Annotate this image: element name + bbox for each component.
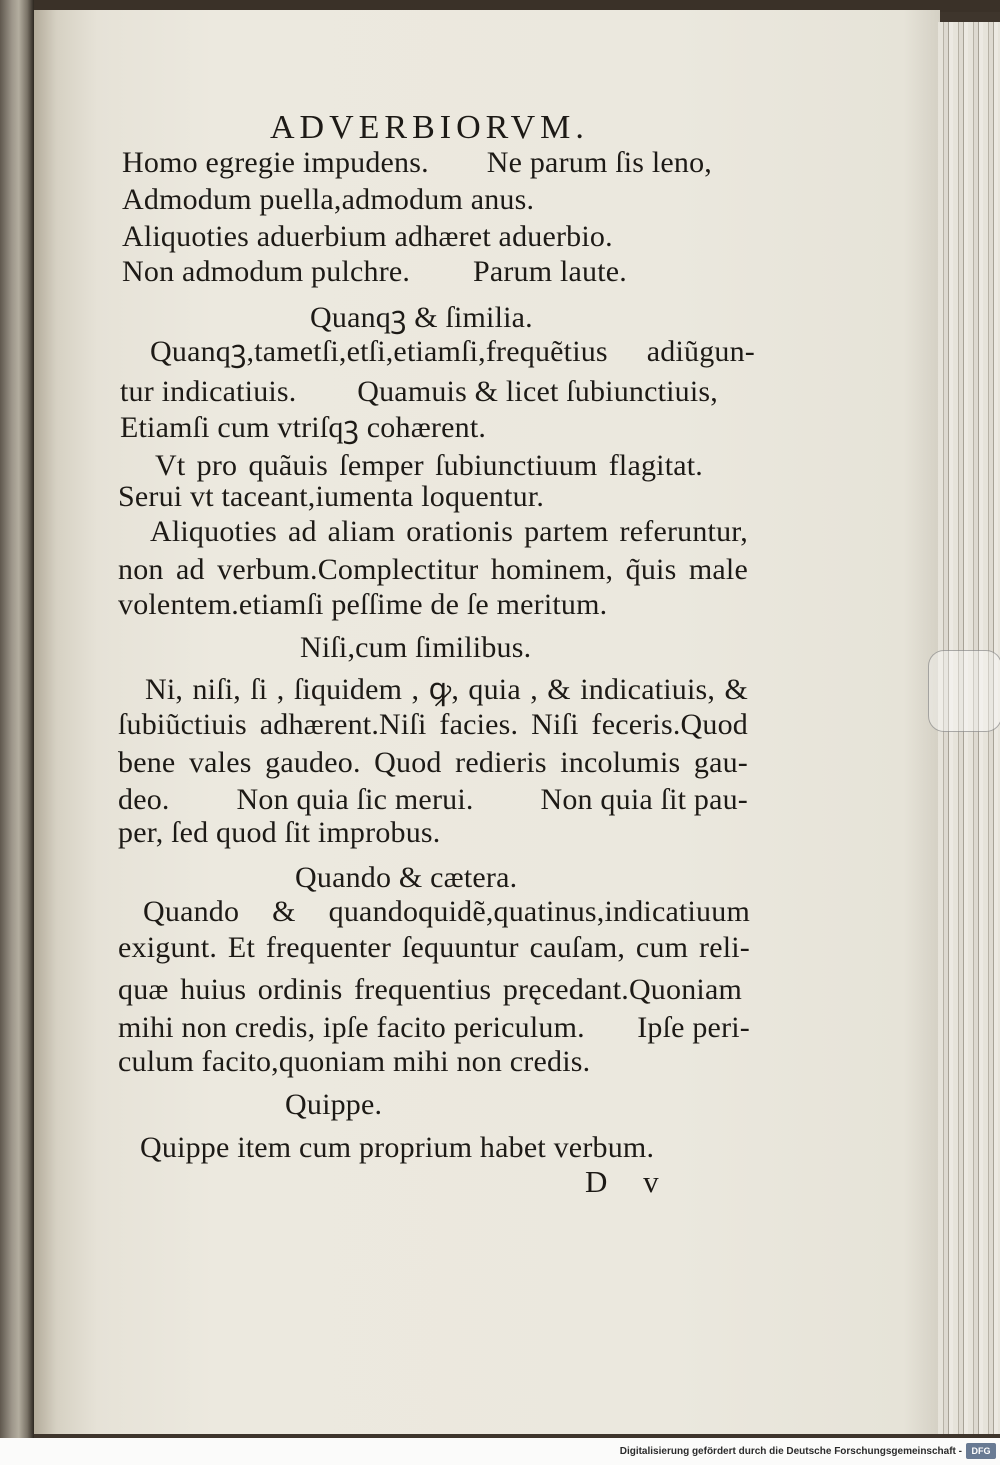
text-line: Quanqꝫ,tametſi,etſi,etiamſi,frequẽtius adiũgun- [150,335,755,368]
text-line: per, ſed quod ſit improbus. [118,816,441,849]
text-segment: Ne parum ſis leno, [486,146,712,179]
text-segment: deo. [118,783,170,816]
text-segment: Non quia ſic merui. [236,783,474,816]
text-line [122,254,627,290]
text-line: Etiamſi cum vtriſqꝫ cohærent. [120,411,487,444]
text-segment: tur indicatiuis. [120,375,297,408]
text-line [118,782,748,818]
dfg-logo-icon: DFG [966,1443,996,1459]
section-heading: Niſi,cum ſimilibus. [300,631,532,664]
text-segment: Homo egregie impudens. [122,146,429,179]
signature-mark: D v [585,1164,673,1199]
text-line: non ad verbum.Complectitur hominem, q̃uis male [118,553,748,586]
page-clip [928,650,1000,732]
text-line: Admodum puella,admodum anus. [122,183,535,216]
text-line [118,1010,750,1046]
facing-page-edge [0,0,34,1438]
running-head: ADVERBIORVM. [270,109,589,146]
section-heading: Quippe. [285,1088,383,1121]
text-segment: mihi non credis, ipſe facito periculum. [118,1011,585,1044]
text-segment: Non admodum pulchre. [122,255,411,288]
text-segment: Non quia ſit pau- [540,783,748,816]
section-heading: Quando & cætera. [295,861,518,894]
text-line: Quippe item cum proprium habet verbum. [140,1131,655,1164]
text-line: bene vales gaudeo. Quod redieris incolumis gau- [118,746,748,779]
text-line: volentem.etiamſi peſſime de ſe meritum. [118,588,608,621]
text-line: Serui vt taceant,iumenta loquentur. [118,480,545,513]
text-line: quæ huius ordinis frequentius pręcedant.Quoniam [118,973,742,1006]
text-line [120,374,718,410]
text-line: Quando & quandoquidẽ,quatinus,indicatiuum [143,895,750,928]
text-segment: Quamuis & licet ſubiunctiuis, [357,375,718,408]
section-heading: Quanqꝫ & ſimilia. [310,301,533,334]
text-segment: Ipſe peri- [637,1011,750,1044]
text-line: culum facito,quoniam mihi non credis. [118,1045,591,1078]
text-line: Aliquoties ad aliam orationis partem referuntur, [150,515,748,548]
text-line: Aliquoties aduerbium adhæret aduerbio. [122,220,613,253]
digitization-credit: Digitalisierung gefördert durch die Deutsche Forschungsgemeinschaft - [619,1446,962,1457]
text-line: ſubiũctiuis adhærent.Niſi facies. Niſi feceris.Quod [118,708,748,741]
text-line: Ni, niſi, ſi , ſiquidem , ꝙ, quia , & indicatiuis, & [145,673,748,706]
text-line: exigunt. Et frequenter ſequuntur cauſam, cum reli- [118,931,750,964]
text-line: Vt pro quãuis ſemper ſubiunctiuum flagitat. [155,449,703,482]
text-line [122,145,712,181]
text-segment: Parum laute. [472,255,627,288]
